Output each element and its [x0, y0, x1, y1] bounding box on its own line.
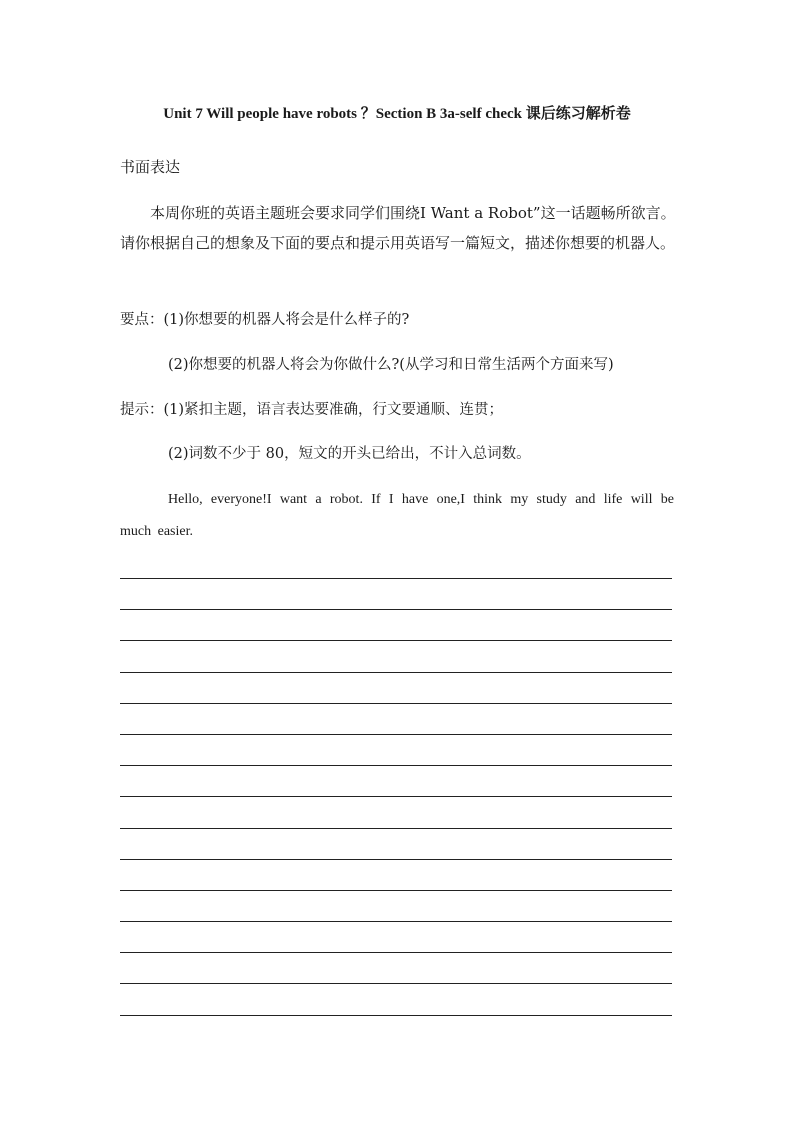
answer-line[interactable]	[120, 578, 672, 579]
answer-line[interactable]	[120, 609, 672, 610]
answer-line[interactable]	[120, 796, 672, 797]
answer-line[interactable]	[120, 859, 672, 860]
hints-line-2: (2)词数不少于 80，短文的开头已给出，不计入总词数。	[168, 446, 531, 462]
page-title: Unit 7 Will people have robots ？Section B 3a-self check 课后练习解析卷	[163, 106, 631, 122]
answer-line[interactable]	[120, 983, 672, 984]
answer-line[interactable]	[120, 734, 672, 735]
answer-line[interactable]	[120, 828, 672, 829]
hints-line-1: 提示：(1)紧扣主题，语言表达要准确，行文要通顺、连贯；	[120, 402, 504, 418]
key-points-line-1: 要点：(1)你想要的机器人将会是什么样子的?	[120, 312, 410, 328]
answer-line[interactable]	[120, 1015, 672, 1016]
key-points-line-2: (2)你想要的机器人将会为你做什么?(从学习和日常生活两个方面来写)	[168, 357, 614, 373]
answer-writing-area[interactable]	[120, 578, 672, 1046]
task-instructions: 本周你班的英语主题班会要求同学们围绕I Want a Robot”这一话题畅所欲言。请你根据自己的想象及下面的要点和提示用英语写一篇短文，描述你想要的机器人。	[120, 204, 676, 252]
answer-line[interactable]	[120, 921, 672, 922]
answer-line[interactable]	[120, 952, 672, 953]
answer-line[interactable]	[120, 765, 672, 766]
essay-opening: Hello, everyone!I want a robot. If I have one,I think my study and life will be much easier.	[120, 492, 674, 539]
answer-line[interactable]	[120, 640, 672, 641]
answer-line[interactable]	[120, 890, 672, 891]
section-heading: 书面表达	[120, 158, 181, 176]
answer-line[interactable]	[120, 703, 672, 704]
answer-line[interactable]	[120, 672, 672, 673]
